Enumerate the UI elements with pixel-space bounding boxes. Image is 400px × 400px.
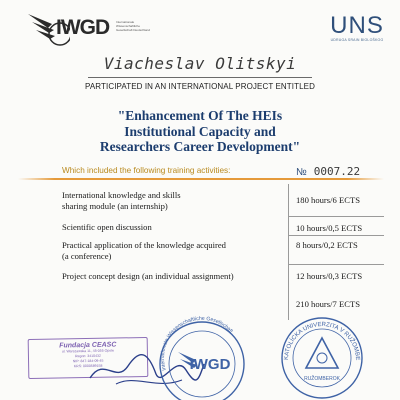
iwgd-stamp-text: IWGD (189, 356, 231, 373)
activity-hours: 180 hours/6 ECTS (296, 195, 360, 205)
activity-item (62, 190, 262, 211)
total-hours: 210 hours/7 ECTS (296, 299, 360, 309)
activity-label: International knowledge and skills (62, 190, 181, 200)
activity-label: Practical application of the knowledge acquired (62, 240, 226, 250)
ceasc-stamp-line: KRS: 0000589158 (73, 363, 103, 369)
university-stamp-ring-text: KATOLÍCKA UNIVERZITA V RUŽOMBE (283, 321, 361, 361)
uns-logo-text: UNS (330, 12, 384, 39)
activity-label: Project concept design (an individual assignment) (62, 271, 234, 281)
recipient-name: Viacheslav Olitskyi (103, 54, 297, 73)
university-stamp-center-text: RUŽOMBEROK (304, 376, 340, 382)
activity-item (62, 240, 262, 261)
activity-item (62, 222, 262, 233)
ceasc-stamp-line: ul. Warszawska 11, 45-055 Opole (61, 348, 114, 354)
orange-divider (18, 178, 384, 180)
university-stamp (276, 310, 368, 400)
activities-intro: Which included the following training activities: (62, 166, 231, 175)
row-divider (288, 216, 384, 217)
ceasc-stamp-line: NIP: 847-184-09-45 (72, 358, 104, 364)
uns-logo-subtext: UDRUGA SRAIN BIOLOŠKOG (330, 38, 384, 42)
number-sign: № (296, 167, 307, 178)
hours-column-divider (288, 184, 289, 294)
activity-item (62, 271, 262, 282)
row-divider (288, 235, 384, 236)
activity-label: sharing module (an internship) (62, 200, 168, 211)
activity-label: (a conference) (62, 250, 112, 261)
ceasc-stamp-line: Regon: 3410432 (74, 353, 101, 359)
iwgd-logo (26, 6, 151, 50)
project-title (60, 108, 340, 155)
activity-label: Scientific open discussion (62, 222, 152, 232)
ceasc-stamp-title: Fundacja CEASC (59, 341, 117, 350)
activity-hours: 8 hours/0,2 ECTS (296, 240, 358, 250)
name-underline (88, 77, 312, 78)
iwgd-logo-subtext: Internationale Wissenschaftliche Gesellschaft Deutschland (116, 20, 151, 32)
project-title-line: Institutional Capacity and (124, 123, 276, 139)
iwgd-stamp-ring-text: Internationale Wissenschaftliche Gesellschaft (159, 315, 234, 372)
project-title-line: "Enhancement Of The HEIs (117, 108, 283, 123)
project-title-line: Researchers Career Development" (99, 139, 301, 154)
iwgd-stamp (152, 312, 252, 400)
activity-hours: 10 hours/0,5 ECTS (296, 223, 363, 233)
uns-logo (330, 14, 384, 50)
participated-text: PARTICIPATED IN AN INTERNATIONAL PROJECT ENTITLED (85, 82, 315, 91)
iwgd-logo-text: IWGD (56, 16, 110, 39)
activity-hours: 12 hours/0,3 ECTS (296, 271, 363, 281)
row-divider (288, 264, 384, 265)
number-value: 0007.22 (313, 165, 361, 178)
